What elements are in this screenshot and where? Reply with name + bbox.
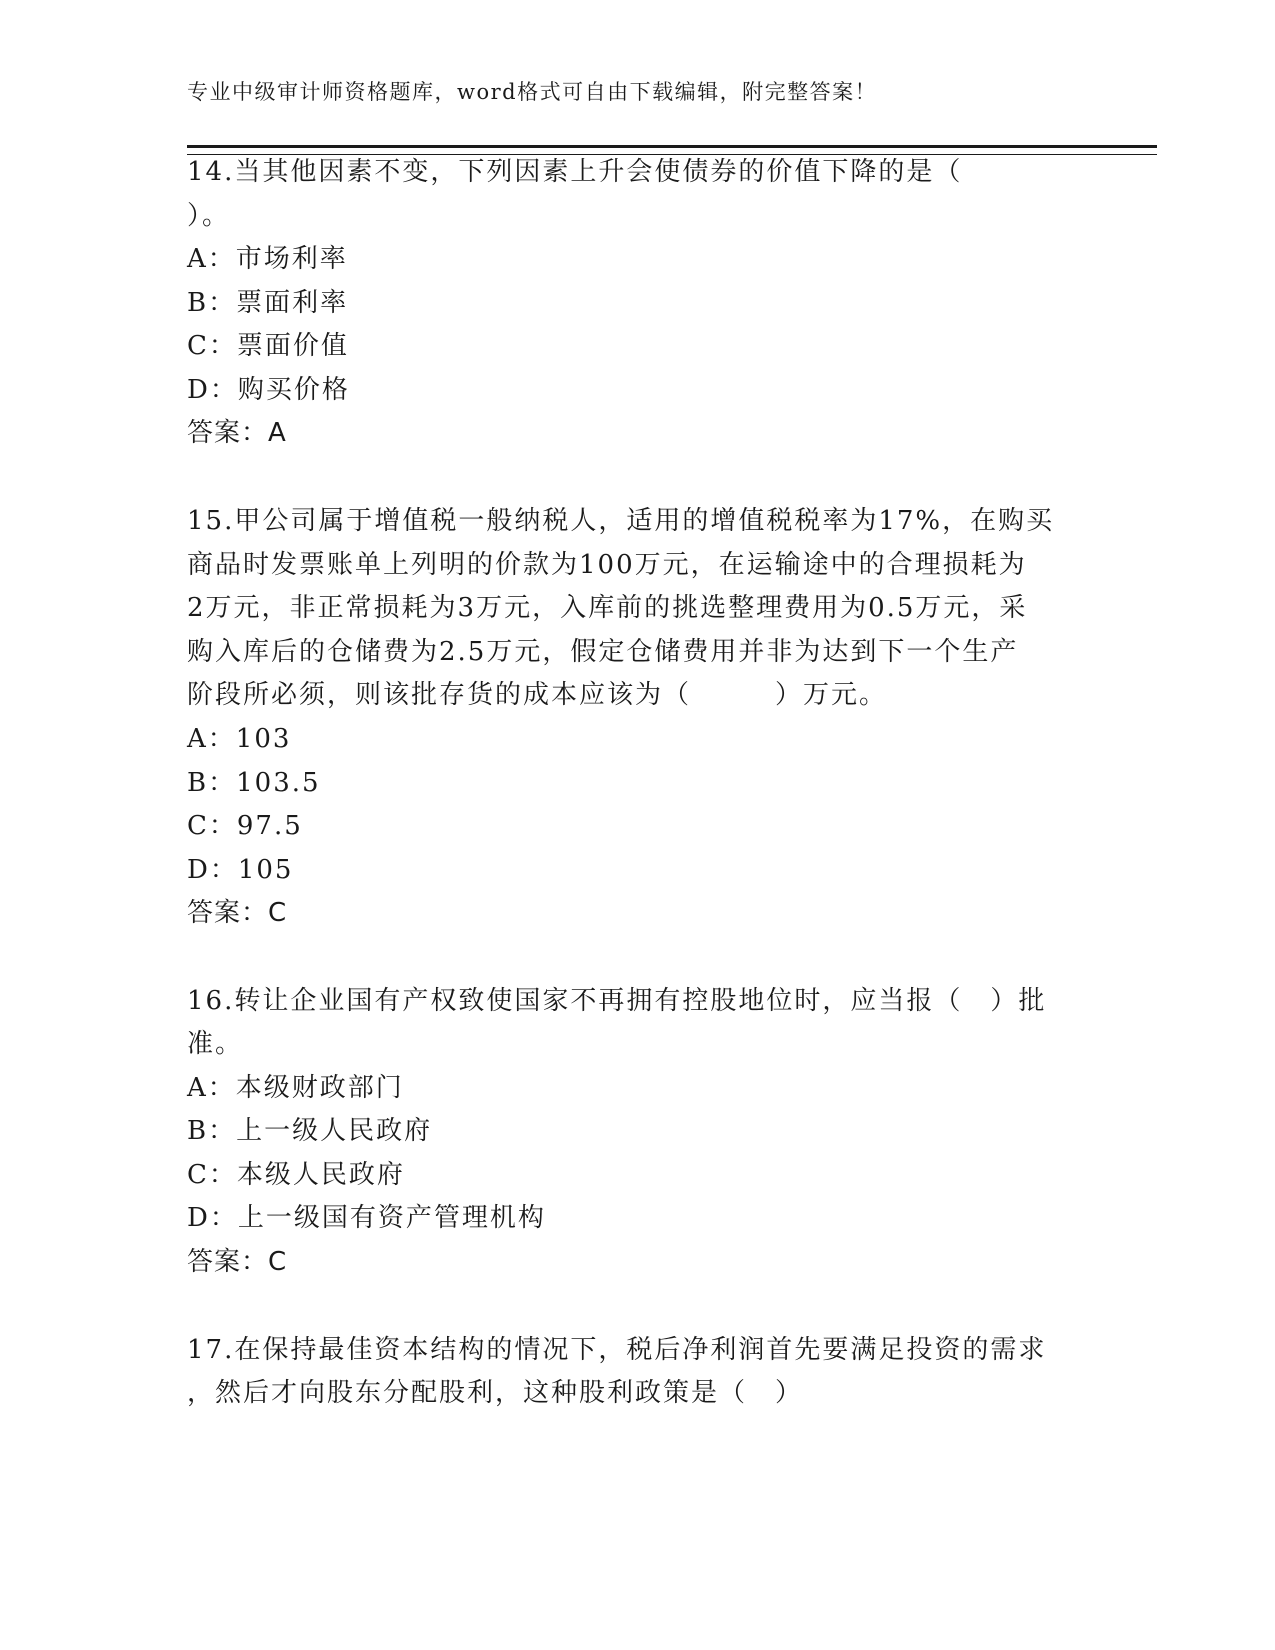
question-15-option-d: D：105	[187, 855, 294, 885]
question-16-option-d: D：上一级国有资产管理机构	[187, 1203, 546, 1233]
question-16-answer: 答案：C	[187, 1247, 288, 1277]
question-15-stem-line-3: 2万元，非正常损耗为3万元，入库前的挑选整理费用为0.5万元，采	[187, 593, 1028, 623]
page-header: 专业中级审计师资格题库，word格式可自由下载编辑，附完整答案！	[187, 80, 878, 104]
question-15-stem-line-2: 商品时发票账单上列明的价款为100万元，在运输途中的合理损耗为	[187, 550, 1027, 580]
question-16-stem-line-2: 准。	[187, 1029, 244, 1059]
question-15-option-b: B：103.5	[187, 768, 321, 798]
question-16-option-c: C：本级人民政府	[187, 1160, 405, 1190]
question-14-answer: 答案：A	[187, 418, 287, 448]
question-16-option-a: A：本级财政部门	[187, 1073, 404, 1103]
question-16-option-b: B：上一级人民政府	[187, 1116, 433, 1146]
question-14-option-b: B：票面利率	[187, 288, 349, 318]
question-15-stem-line-5: 阶段所必须，则该批存货的成本应该为（ ）万元。	[187, 680, 888, 710]
question-17-stem-line-1: 17.在保持最佳资本结构的情况下，税后净利润首先要满足投资的需求	[187, 1335, 1047, 1365]
header-divider	[187, 145, 1157, 155]
question-15-answer: 答案：C	[187, 898, 288, 928]
question-15-option-a: A：103	[187, 724, 292, 754]
question-15-stem-line-1: 15.甲公司属于增值税一般纳税人，适用的增值税税率为17%，在购买	[187, 506, 1055, 536]
question-17-stem-line-2: ，然后才向股东分配股利，这种股利政策是（ ）	[187, 1378, 804, 1408]
question-16-stem-line-1: 16.转让企业国有产权致使国家不再拥有控股地位时，应当报（ ）批	[187, 986, 1047, 1016]
question-14-stem-line-1: 14.当其他因素不变，下列因素上升会使债券的价值下降的是（	[187, 157, 963, 187]
question-15-stem-line-4: 购入库后的仓储费为2.5万元，假定仓储费用并非为达到下一个生产	[187, 637, 1019, 667]
question-14-option-d: D：购买价格	[187, 375, 350, 405]
question-14-option-a: A：市场利率	[187, 244, 348, 274]
question-14-stem-line-2: ）。	[187, 201, 231, 231]
question-14-option-c: C：票面价值	[187, 331, 349, 361]
question-15-option-c: C：97.5	[187, 811, 303, 841]
